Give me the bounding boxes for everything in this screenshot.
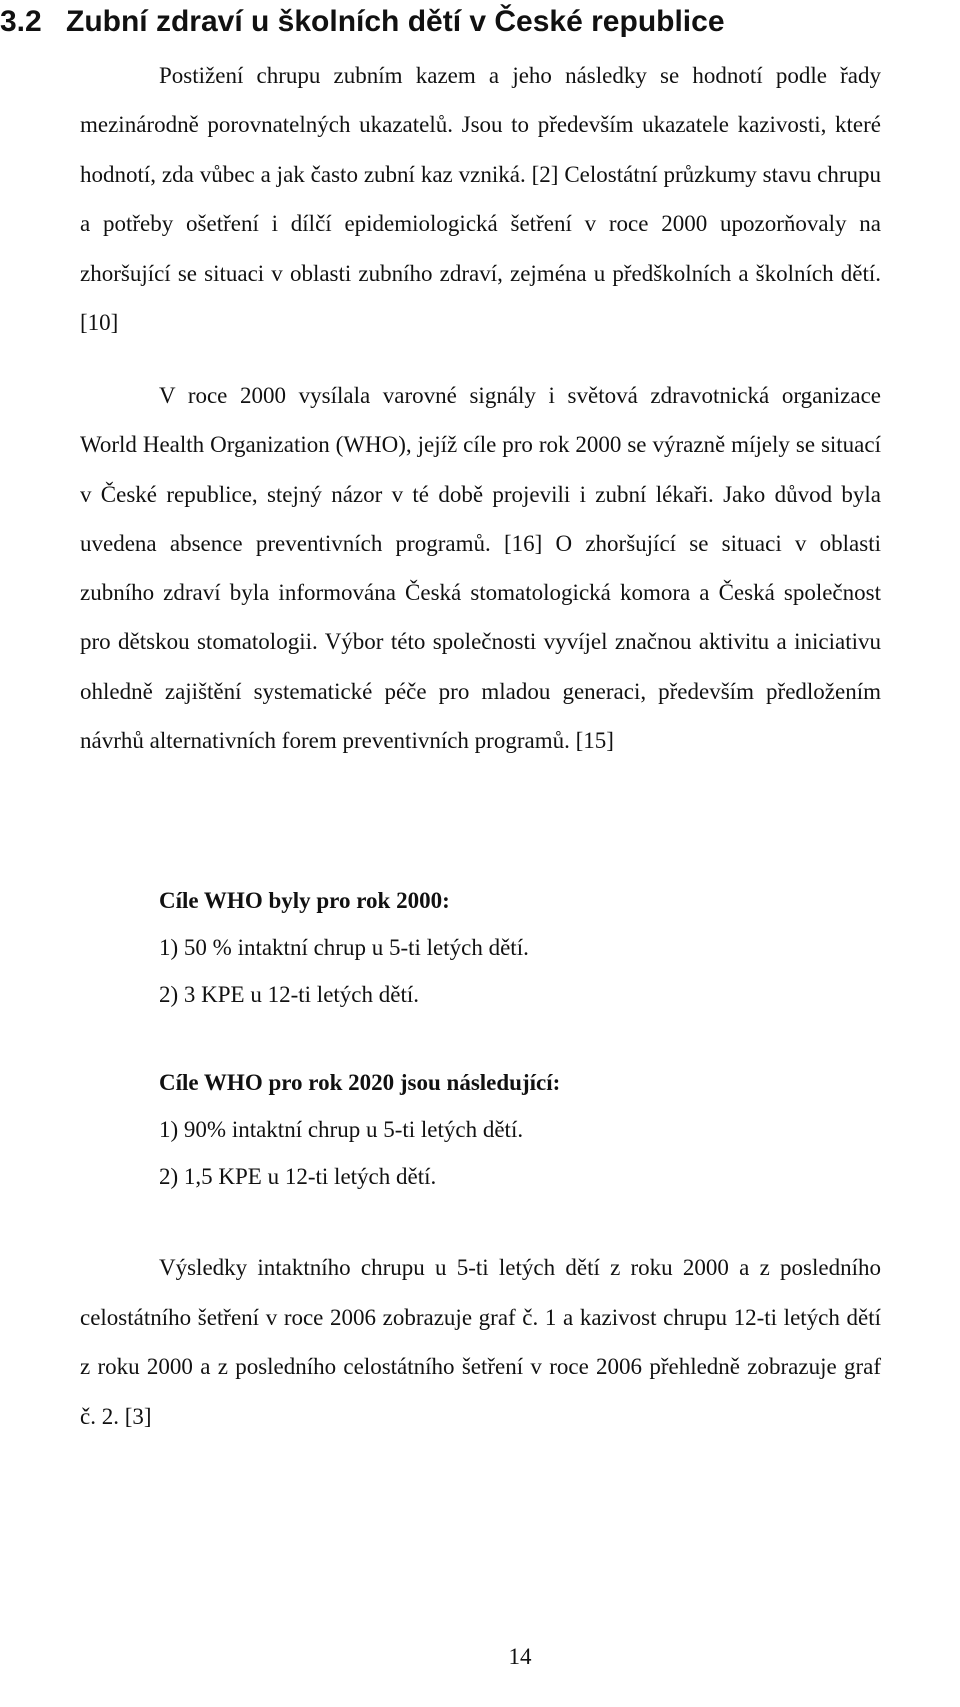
goals-2020-block bbox=[159, 1059, 881, 1200]
paragraph-intro: Postižení chrupu zubním kazem a jeho následky se hodnotí podle řady mezinárodně porovnatelných ukazatelů. Jsou to především ukazatele kazivosti, které hodnotí, zda vůbec a jak často zubní kaz vzniká. [2] Celostátní průzkumy stavu chrupu a potřeby ošetření i dílčí epidemiologická šetření v roce 2000 upozorňovaly na zhoršující se situaci v oblasti zubního zdraví, zejména u předškolních a školních dětí. [10] bbox=[80, 63, 881, 336]
goals-2020-title: Cíle WHO pro rok 2020 jsou následující: bbox=[159, 1070, 561, 1095]
goals-2000-item: 2) 3 KPE u 12-ti letých dětí. bbox=[159, 982, 419, 1007]
goals-2020-item: 1) 90% intaktní chrup u 5-ti letých dětí. bbox=[159, 1117, 524, 1142]
goals-2020-item: 2) 1,5 KPE u 12-ti letých dětí. bbox=[159, 1164, 437, 1189]
goals-2000-block bbox=[159, 877, 881, 1018]
page-number: 14 bbox=[508, 1644, 532, 1669]
paragraph-results: Výsledky intaktního chrupu u 5-ti letých dětí z roku 2000 a z posledního celostátního šetření v roce 2006 zobrazuje graf č. 1 a kazivost chrupu 12-ti letých dětí z roku 2000 a z posledního celostátního šetření v roce 2006 přehledně zobrazuje graf č. 2. [3] bbox=[80, 1255, 881, 1429]
paragraph-who: V roce 2000 vysílala varovné signály i světová zdravotnická organizace World Health Organization (WHO), jejíž cíle pro rok 2000 se výrazně míjely se situací v České republice, stejný názor v té době projevili i zubní lékaři. Jako důvod byla uvedena absence preventivních programů. [16] O zhoršující se situaci v oblasti zubního zdraví byla informována Česká stomatologická komora a Česká společnost pro dětskou stomatologii. Výbor této společnosti vyvíjel značnou aktivitu a iniciativu ohledně zajištění systematické péče pro mladou generaci, především předložením návrhů alternativních forem preventivních programů. [15] bbox=[80, 383, 881, 754]
section-heading bbox=[0, 2, 725, 42]
section-number: 3.2 bbox=[0, 5, 42, 38]
section-title: Zubní zdraví u školních dětí v České republice bbox=[66, 5, 725, 38]
goals-2000-item: 1) 50 % intaktní chrup u 5-ti letých dětí. bbox=[159, 935, 529, 960]
goals-2000-title: Cíle WHO byly pro rok 2000: bbox=[159, 888, 450, 913]
